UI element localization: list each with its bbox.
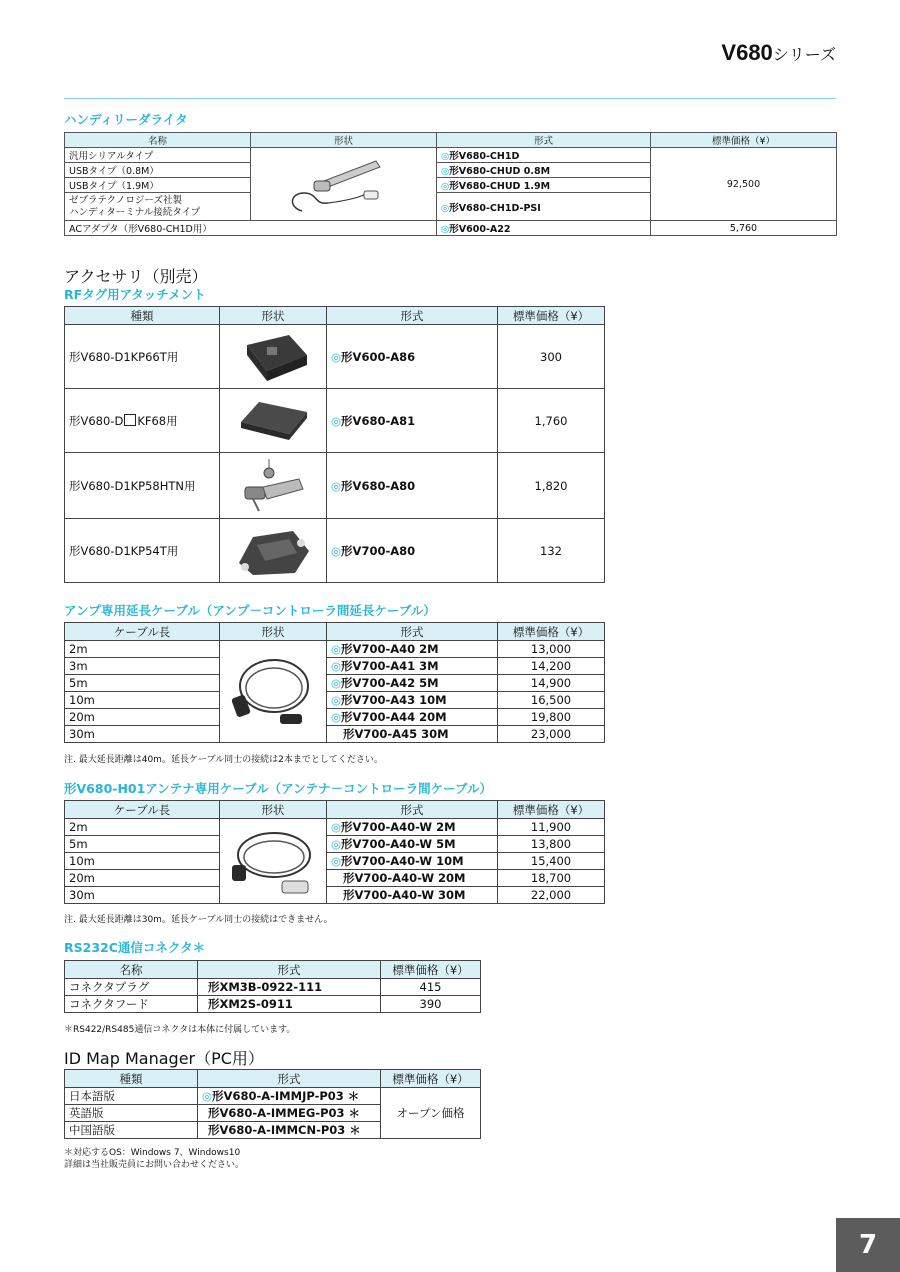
table-cell: 2m	[65, 819, 220, 836]
price-cell: 16,500	[498, 692, 605, 709]
model-code: 形V700-A45 30M	[343, 727, 449, 741]
square-glyph	[124, 414, 136, 426]
handy-reader-image	[284, 153, 404, 215]
recommend-mark: ◎	[331, 478, 342, 493]
image-cell	[220, 819, 327, 904]
table-cell	[198, 1088, 381, 1105]
table-cell	[327, 726, 498, 743]
antenna-cable-table	[64, 800, 605, 904]
table-cell	[327, 853, 498, 870]
col-header: 名称	[65, 133, 251, 148]
table-cell	[327, 389, 498, 453]
col-header: 標準価格（¥）	[498, 801, 605, 819]
col-header: ケーブル長	[65, 623, 220, 641]
col-header: 形式	[327, 623, 498, 641]
series-name: V680	[721, 40, 773, 65]
table-cell: ACアダプタ（形V680-CH1D用）	[65, 221, 437, 236]
table-cell	[327, 836, 498, 853]
idmap-heading: ID Map Manager（PC用）	[64, 1049, 264, 1068]
model-code: 形V700-A41 3M	[341, 659, 439, 673]
price-cell: 18,700	[498, 870, 605, 887]
price-cell: 1,760	[498, 389, 605, 453]
model-code: 形V700-A80	[341, 543, 416, 558]
price-cell: 13,800	[498, 836, 605, 853]
table-cell: USBタイプ（1.9M）	[65, 178, 251, 193]
price-cell: 11,900	[498, 819, 605, 836]
model-code: 形XM3B-0922-111	[208, 980, 323, 994]
price-cell: 5,760	[651, 221, 837, 236]
recommend-mark: ◎	[441, 202, 450, 214]
image-cell	[220, 641, 327, 743]
price-cell: 14,900	[498, 675, 605, 692]
table-cell	[327, 709, 498, 726]
table-cell: 5m	[65, 836, 220, 853]
recommend-mark: ◎	[331, 642, 342, 656]
table-cell	[65, 389, 220, 453]
table-cell: 形V680-D1KP58HTN用	[65, 453, 220, 519]
price-cell: 23,000	[498, 726, 605, 743]
col-header: 形式	[327, 307, 498, 325]
rs232c-note: ＊RS422/RS485通信コネクタは本体に付属しています。	[64, 1025, 296, 1035]
col-header: 形状	[220, 623, 327, 641]
table-cell	[327, 692, 498, 709]
recommend-mark: ◎	[331, 837, 342, 851]
page-number: 7	[836, 1218, 900, 1272]
table-cell	[65, 193, 251, 221]
table-cell	[198, 979, 381, 996]
price-cell: 13,000	[498, 641, 605, 658]
price-cell: 92,500	[651, 148, 837, 221]
recommend-mark: ◎	[331, 676, 342, 690]
type-prefix: 形V680-D	[69, 413, 124, 428]
rf-attachment-table	[64, 306, 605, 583]
accessories-heading: アクセサリ（別売）	[64, 267, 208, 286]
amp-cable-note: 注. 最大延長距離は40m。延長ケーブル同士の接続は2本までとしてください。	[64, 755, 383, 765]
table-cell	[327, 325, 498, 389]
col-header: 標準価格（¥）	[381, 1070, 481, 1088]
table-cell: 10m	[65, 853, 220, 870]
col-header: 形状	[251, 133, 437, 148]
recommend-mark: ◎	[331, 659, 342, 673]
recommend-mark: ◎	[441, 151, 450, 162]
idmap-table	[64, 1069, 481, 1139]
price-cell: 300	[498, 325, 605, 389]
handy-image-cell	[251, 148, 437, 221]
table-cell	[198, 996, 381, 1013]
idmap-note-1: ＊対応するOS：Windows 7、Windows10	[64, 1148, 241, 1158]
col-header: 形式	[437, 133, 651, 148]
table-cell	[327, 819, 498, 836]
model-code: 形V680-A-IMMEG-P03 ＊	[208, 1106, 361, 1120]
table-cell	[437, 193, 651, 221]
table-cell	[198, 1122, 381, 1139]
recommend-mark: ◎	[331, 710, 342, 724]
col-header: 名称	[65, 961, 198, 979]
table-cell: 日本語版	[65, 1088, 198, 1105]
table-cell	[327, 675, 498, 692]
price-cell: 19,800	[498, 709, 605, 726]
table-cell: 英語版	[65, 1105, 198, 1122]
col-header: 形式	[198, 961, 381, 979]
col-header: 形状	[220, 307, 327, 325]
image-cell	[220, 325, 327, 389]
model-code: 形V700-A42 5M	[341, 676, 439, 690]
attachment-a80-image	[233, 457, 313, 515]
handy-table	[64, 132, 837, 236]
table-cell: 10m	[65, 692, 220, 709]
table-cell: 汎用シリアルタイプ	[65, 148, 251, 163]
recommend-mark: ◎	[331, 349, 342, 364]
table-cell: 20m	[65, 709, 220, 726]
table-cell	[437, 178, 651, 193]
model-code: 形V700-A43 10M	[341, 693, 447, 707]
idmap-note-2: 詳細は当社販売員にお問い合わせください。	[64, 1160, 245, 1170]
recommend-mark: ◎	[441, 166, 450, 177]
model-code: 形V680-A-IMMCN-P03 ＊	[208, 1123, 361, 1137]
model-code: 形XM2S-0911	[208, 997, 293, 1011]
header-rule	[64, 98, 836, 99]
model-code: 形V700-A40-W 5M	[341, 837, 456, 851]
table-cell	[327, 887, 498, 904]
col-header: 標準価格（¥）	[381, 961, 481, 979]
model-code: 形V700-A40-W 20M	[343, 871, 466, 885]
model-code: 形V700-A40-W 10M	[341, 854, 464, 868]
table-cell	[437, 148, 651, 163]
recommend-mark: ◎	[331, 820, 342, 834]
table-cell: コネクタプラグ	[65, 979, 198, 996]
rs232c-title: RS232C通信コネクタ＊	[64, 940, 206, 955]
rs232c-table	[64, 960, 481, 1013]
table-cell	[327, 641, 498, 658]
price-cell: 415	[381, 979, 481, 996]
recommend-mark: ◎	[331, 543, 342, 558]
col-header: 形式	[327, 801, 498, 819]
rf-title: RFタグ用アタッチメント	[64, 287, 206, 302]
col-header: ケーブル長	[65, 801, 220, 819]
model-code: 形V600-A22	[449, 224, 511, 235]
model-code: 形V680-CHUD 0.8M	[449, 166, 551, 177]
table-cell: 形V680-D1KP66T用	[65, 325, 220, 389]
col-header: 形式	[198, 1070, 381, 1088]
type-suffix: KF68用	[137, 413, 178, 428]
model-code: 形V680-CHUD 1.9M	[449, 181, 551, 192]
table-cell	[437, 221, 651, 236]
name-line-1: ゼブラテクノロジーズ社製	[69, 194, 182, 206]
image-cell	[220, 453, 327, 519]
price-cell: 22,000	[498, 887, 605, 904]
model-code: 形V680-A-IMMJP-P03 ＊	[212, 1089, 360, 1103]
name-line-2: ハンディターミナル接続タイプ	[69, 206, 201, 218]
col-header: 標準価格（¥）	[651, 133, 837, 148]
recommend-mark: ◎	[331, 854, 342, 868]
model-code: 形V680-A80	[341, 478, 416, 493]
price-cell: オープン価格	[381, 1088, 481, 1139]
col-header: 形状	[220, 801, 327, 819]
antenna-cable-note: 注. 最大延長距離は30m。延長ケーブル同士の接続はできません。	[64, 915, 333, 925]
price-cell: 390	[381, 996, 481, 1013]
model-code: 形V700-A40 2M	[341, 642, 439, 656]
image-cell	[220, 389, 327, 453]
col-header: 種類	[65, 1070, 198, 1088]
handy-title: ハンディリーダライタ	[64, 112, 188, 127]
table-cell: 5m	[65, 675, 220, 692]
table-cell	[198, 1105, 381, 1122]
recommend-mark: ◎	[331, 413, 342, 428]
model-code: 形V700-A40-W 30M	[343, 888, 466, 902]
table-cell: 30m	[65, 887, 220, 904]
model-code: 形V680-CH1D	[449, 151, 520, 162]
table-cell: 3m	[65, 658, 220, 675]
attachment-a81-image	[233, 396, 313, 446]
table-cell: 中国語版	[65, 1122, 198, 1139]
price-cell: 132	[498, 519, 605, 583]
series-title	[721, 40, 836, 66]
image-cell	[220, 519, 327, 583]
amp-cable-image	[224, 644, 324, 740]
antenna-cable-title: 形V680-H01アンテナ専用ケーブル（アンテナ－コントローラ間ケーブル）	[64, 781, 493, 796]
recommend-mark: ◎	[441, 181, 450, 192]
table-cell	[327, 519, 498, 583]
amp-cable-title: アンプ専用延長ケーブル（アンプ－コントローラ間延長ケーブル）	[64, 603, 436, 618]
antenna-cable-image	[224, 821, 324, 901]
col-header: 種類	[65, 307, 220, 325]
price-cell: 1,820	[498, 453, 605, 519]
price-cell: 15,400	[498, 853, 605, 870]
model-code: 形V680-A81	[341, 413, 416, 428]
attachment-v700-a80-image	[233, 523, 313, 579]
model-code: 形V700-A40-W 2M	[341, 820, 456, 834]
table-cell: 30m	[65, 726, 220, 743]
table-cell	[327, 453, 498, 519]
table-cell: コネクタフード	[65, 996, 198, 1013]
table-cell: USBタイプ（0.8M）	[65, 163, 251, 178]
col-header: 標準価格（¥）	[498, 623, 605, 641]
price-cell: 14,200	[498, 658, 605, 675]
model-code: 形V680-CH1D-PSI	[449, 202, 541, 214]
recommend-mark: ◎	[202, 1089, 213, 1103]
table-cell: 2m	[65, 641, 220, 658]
model-code: 形V600-A86	[341, 349, 416, 364]
series-suffix: シリーズ	[772, 47, 836, 64]
recommend-mark: ◎	[331, 693, 342, 707]
table-cell	[327, 658, 498, 675]
table-cell	[437, 163, 651, 178]
recommend-mark: ◎	[441, 224, 450, 235]
table-cell	[327, 870, 498, 887]
model-code: 形V700-A44 20M	[341, 710, 447, 724]
col-header: 標準価格（¥）	[498, 307, 605, 325]
table-cell: 形V680-D1KP54T用	[65, 519, 220, 583]
attachment-a86-image	[233, 329, 313, 385]
table-cell: 20m	[65, 870, 220, 887]
amp-cable-table	[64, 622, 605, 743]
